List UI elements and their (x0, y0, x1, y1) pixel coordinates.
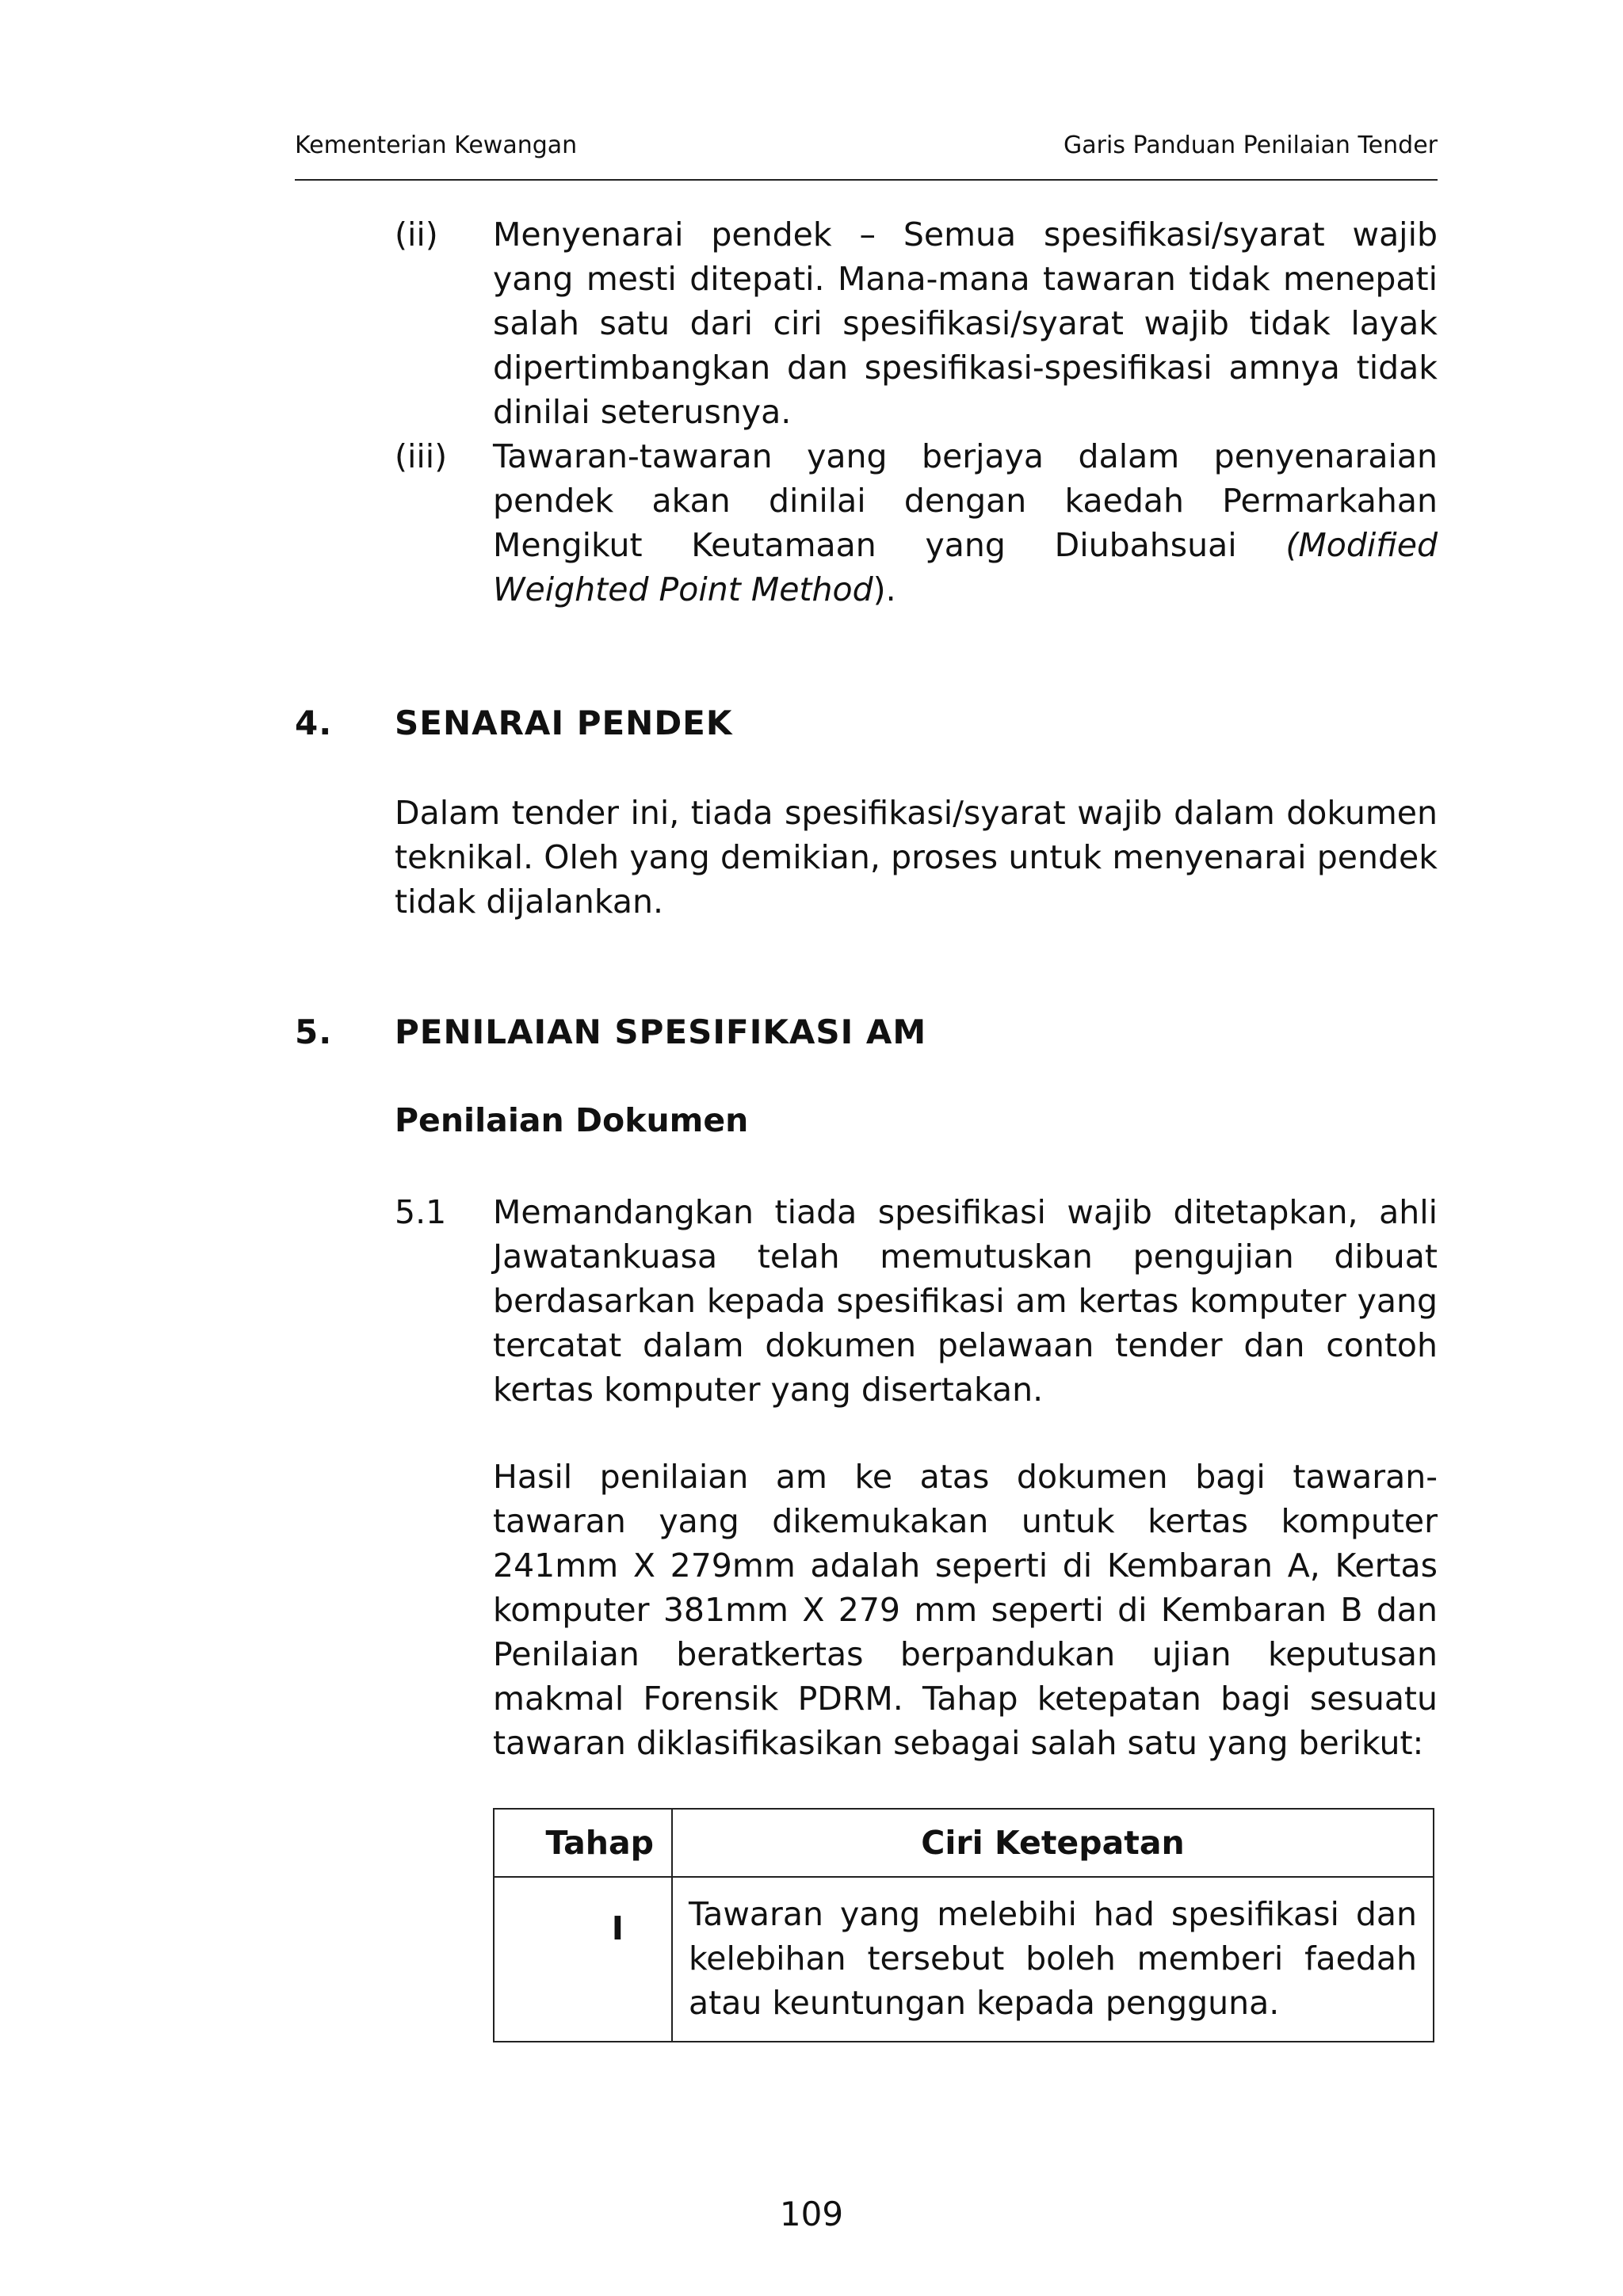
subsection-number: 5.1 (395, 1193, 447, 1231)
table-header-row (494, 1809, 1434, 1877)
header-document-title: Garis Panduan Penilaian Tender (1064, 132, 1438, 159)
list-item-text-main: Tawaran-tawaran yang berjaya dalam penyenaraian pendek akan dinilai dengan kaedah Permarkahan Mengikut Keutamaan yang Diubahsuai (493, 437, 1438, 564)
list-item-ii (395, 212, 1438, 434)
column-header-ciri-ketepatan: Ciri Ketepatan (672, 1809, 1434, 1877)
table-cell-tahap: I (494, 1877, 672, 2042)
section-title: SENARAI PENDEK (395, 704, 733, 742)
section-number: 4. (295, 704, 333, 742)
list-item-number: (ii) (395, 215, 438, 254)
subsection-paragraph-2: Hasil penilaian am ke atas dokumen bagi tawaran-tawaran yang dikemukakan untuk kertas komputer 241mm X 279mm adalah seperti di Kembaran A, Kertas komputer 381mm X 279 mm seperti di Kembaran B dan Penilaian beratkertas berpandukan ujian keputusan makmal Forensik PDRM. Tahap ketepatan bagi sesuatu tawaran diklasifikasikan sebagai salah satu yang berikut: (493, 1458, 1438, 1762)
page-number: 109 (779, 2195, 844, 2233)
subsection-heading: Penilaian Dokumen (395, 1101, 749, 1139)
running-header (295, 132, 1438, 181)
subsection-paragraph-1: Memandangkan tiada spesifikasi wajib ditetapkan, ahli Jawatankuasa telah memutuskan pengujian dibuat berdasarkan kepada spesifikasi am kertas komputer yang tercatat dalam dokumen pelawaan tender dan contoh kertas komputer yang disertakan. (493, 1193, 1438, 1409)
table-row (494, 1877, 1434, 2042)
section-title: PENILAIAN SPESIFIKASI AM (395, 1013, 927, 1051)
list-item-text-italic: (Modified Weighted Point Method (493, 526, 1438, 608)
list-item-text-end: ). (873, 570, 896, 608)
list-item-iii (395, 434, 1438, 612)
table-cell-ciri: Tawaran yang melebihi had spesifikasi dan kelebihan tersebut boleh memberi faedah atau keuntungan kepada pengguna. (672, 1877, 1434, 2042)
list-item-text (493, 434, 1438, 612)
column-header-tahap: Tahap (494, 1809, 672, 1877)
header-organization: Kementerian Kewangan (295, 132, 578, 159)
tahap-table (493, 1808, 1434, 2042)
section-4-paragraph: Dalam tender ini, tiada spesifikasi/syarat wajib dalam dokumen teknikal. Oleh yang demikian, proses untuk menyenarai pendek tidak dijalankan. (395, 794, 1438, 921)
list-item-text: Menyenarai pendek – Semua spesifikasi/syarat wajib yang mesti ditepati. Mana-mana tawaran tidak menepati salah satu dari ciri spesifikasi/syarat wajib tidak layak dipertimbangkan dan spesifikasi-spesifikasi amnya tidak dinilai seterusnya. (493, 215, 1438, 431)
section-number: 5. (295, 1013, 333, 1051)
list-item-number: (iii) (395, 437, 448, 475)
